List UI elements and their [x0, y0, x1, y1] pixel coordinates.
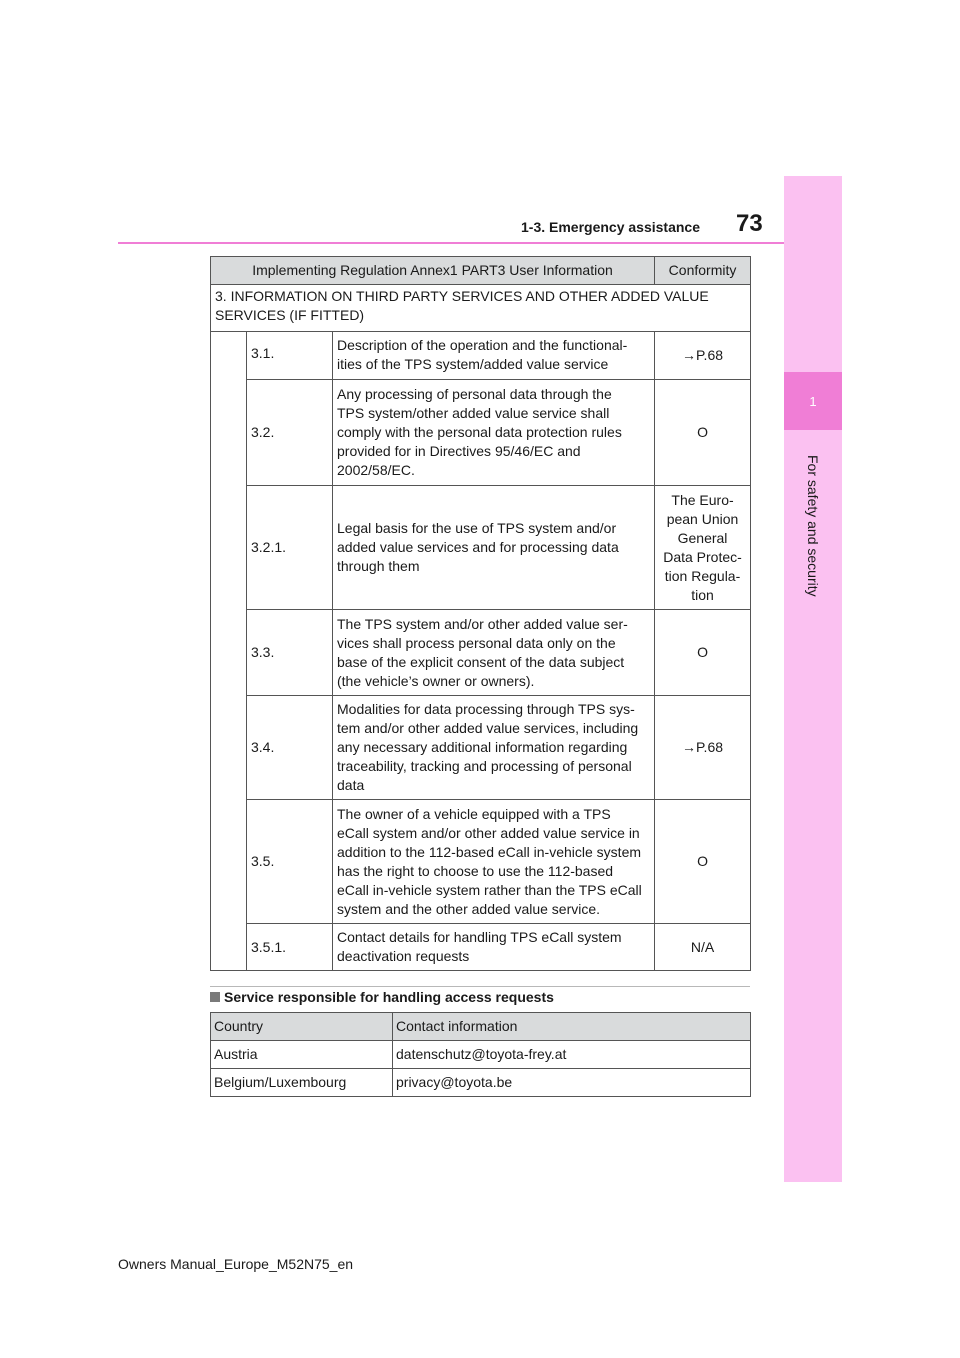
row-description: Legal basis for the use of TPS system and/or added value services and for processing data through them — [333, 486, 655, 610]
row-number: 3.4. — [247, 696, 333, 800]
header-divider — [118, 242, 784, 244]
country-cell: Austria — [211, 1041, 393, 1069]
chapter-side-band — [784, 176, 842, 1182]
contact-email-link[interactable]: datenschutz@toyota-frey.at — [393, 1041, 751, 1069]
row-number: 3.5.1. — [247, 924, 333, 971]
table-row — [211, 486, 751, 610]
table-row — [211, 924, 751, 971]
table-header-row — [211, 257, 751, 285]
table-section-row — [211, 285, 751, 332]
table-row — [211, 696, 751, 800]
contact-email-link[interactable]: privacy@toyota.be — [393, 1069, 751, 1097]
row-number: 3.5. — [247, 800, 333, 924]
row-conformity: →P.68 — [655, 332, 751, 380]
row-number: 3.2.1. — [247, 486, 333, 610]
row-number: 3.3. — [247, 610, 333, 696]
footer-manual-id: Owners Manual_Europe_M52N75_en — [118, 1256, 354, 1272]
country-cell: Belgium/Luxembourg — [211, 1069, 393, 1097]
row-conformity: O — [655, 610, 751, 696]
square-bullet-icon — [210, 992, 220, 1002]
chapter-title-tab — [784, 436, 842, 616]
table-row — [211, 610, 751, 696]
column-header-info: Implementing Regulation Annex1 PART3 User Information — [211, 257, 655, 285]
row-conformity: O — [655, 380, 751, 486]
chapter-number: 1 — [809, 393, 817, 409]
subsection-heading-text: Service responsible for handling access requests — [224, 989, 554, 1005]
row-conformity: →P.68 — [655, 696, 751, 800]
user-information-table — [210, 256, 751, 971]
contact-table — [210, 1012, 751, 1097]
row-conformity: O — [655, 800, 751, 924]
section-heading-cell: 3. INFORMATION ON THIRD PARTY SERVICES AND OTHER ADDED VALUE SERVICES (IF FITTED) — [211, 285, 751, 332]
column-header-contact: Contact information — [393, 1013, 751, 1041]
row-description: Contact details for handling TPS eCall system deactivation requests — [333, 924, 655, 971]
row-conformity: The Euro- pean Union General Data Protec- tion Regula- tion — [655, 486, 751, 610]
row-description: The owner of a vehicle equipped with a TPS eCall system and/or other added value service in addition to the 112-based eCall in-vehicle system has the right to choose to use the 112-based eCall in-vehicle system rather than the TPS eCall system and the other added value service. — [333, 800, 655, 924]
row-description: Modalities for data processing through TPS sys- tem and/or other added value services, including any necessary additional information regarding traceability, tracking and processing of personal data — [333, 696, 655, 800]
column-header-conformity: Conformity — [655, 257, 751, 285]
row-conformity: N/A — [655, 924, 751, 971]
table-row — [211, 1069, 751, 1097]
table-row — [211, 1041, 751, 1069]
row-description: Any processing of personal data through the TPS system/other added value service shall comply with the personal data protection rules provided for in Directives 95/46/EC and 2002/58/EC. — [333, 380, 655, 486]
contact-header-row — [211, 1013, 751, 1041]
indent-cell — [211, 332, 247, 971]
chapter-title: For safety and security — [805, 455, 821, 597]
row-description: Description of the operation and the functional- ities of the TPS system/added value service — [333, 332, 655, 380]
table-row — [211, 332, 751, 380]
table-row — [211, 800, 751, 924]
page-number: 73 — [736, 210, 763, 237]
table-row — [211, 380, 751, 486]
row-number: 3.2. — [247, 380, 333, 486]
column-header-country: Country — [211, 1013, 393, 1041]
row-description: The TPS system and/or other added value ser- vices shall process personal data only on the base of the explicit consent of the data subject (the vehicle’s owner or owners). — [333, 610, 655, 696]
subsection-heading — [210, 989, 554, 1005]
subsection-divider — [210, 986, 750, 987]
chapter-number-tab[interactable] — [784, 372, 842, 430]
row-number: 3.1. — [247, 332, 333, 380]
section-title: 1-3. Emergency assistance — [521, 219, 700, 235]
